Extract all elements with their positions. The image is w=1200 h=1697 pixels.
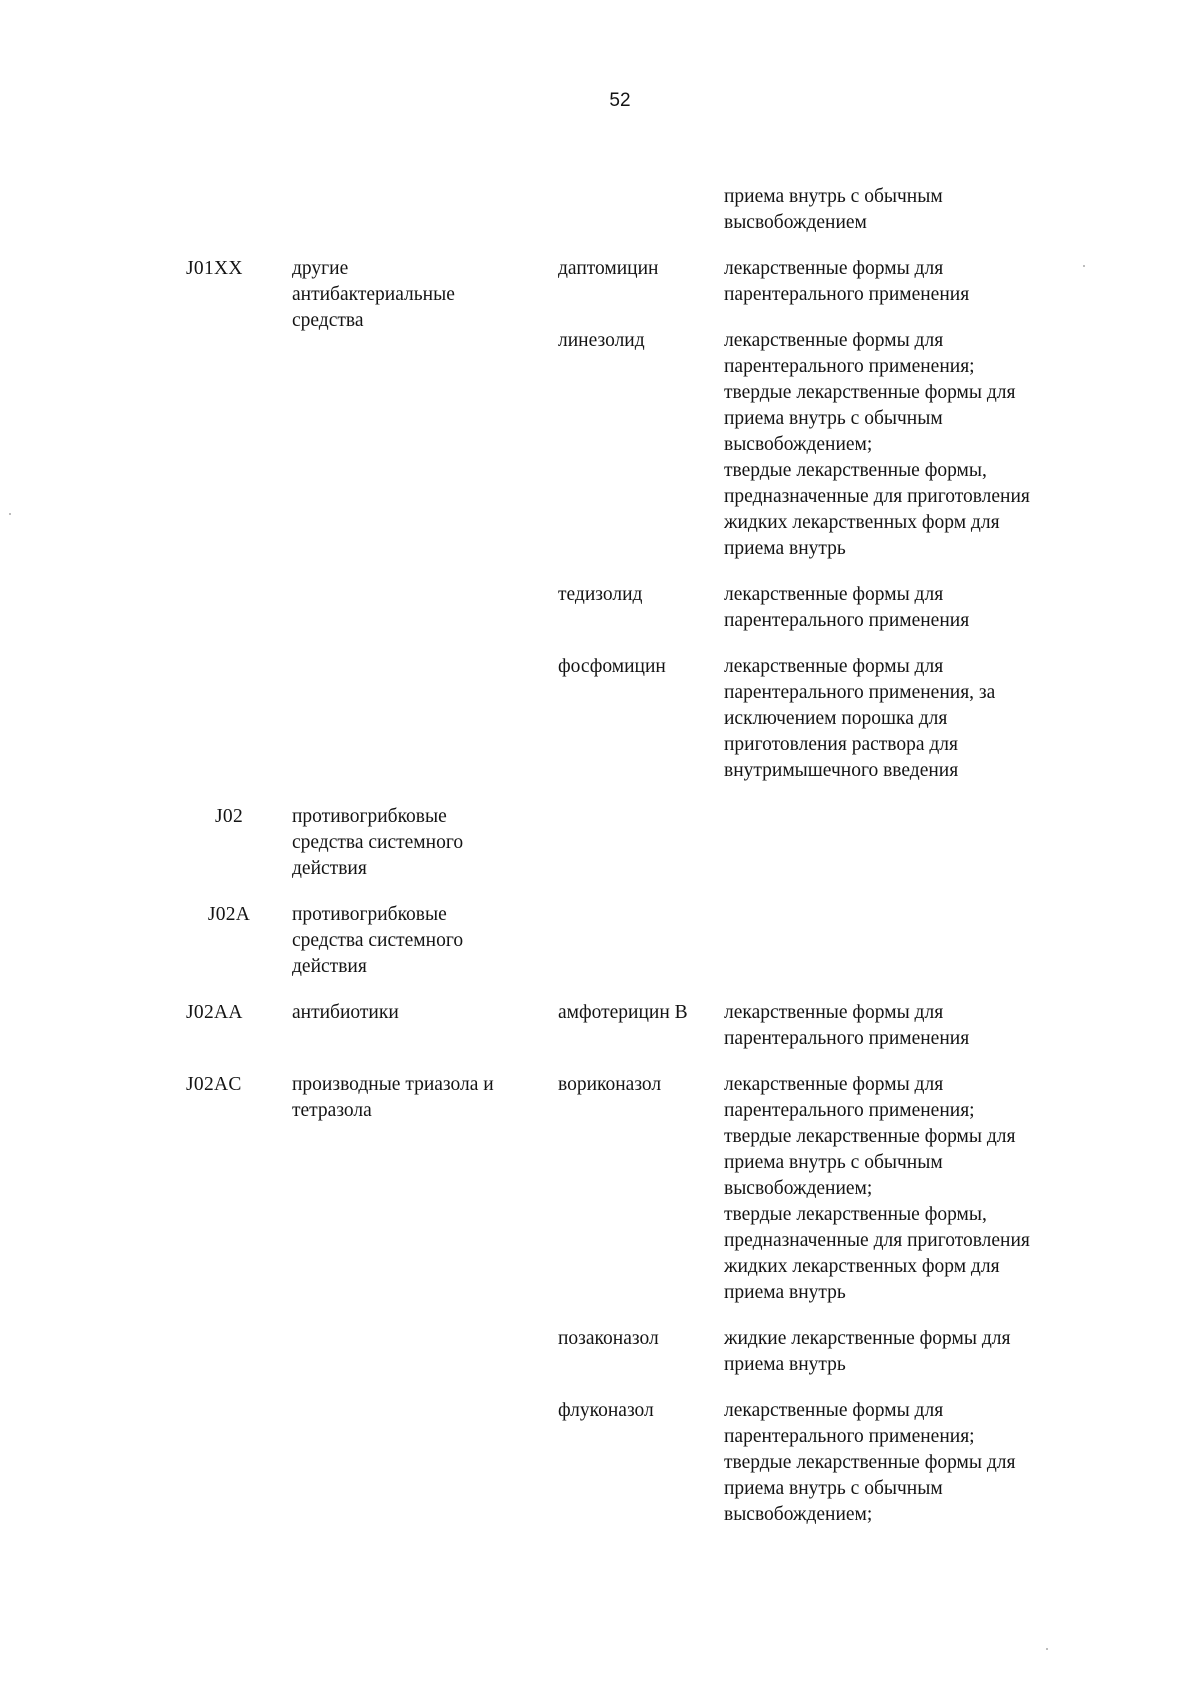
dosage-form: лекарственные формы для парентерального применения xyxy=(724,1002,970,1049)
atc-code: J02AC xyxy=(186,1074,242,1095)
anatomic-therapeutic-group: противогрибковые средства системного действия xyxy=(292,904,464,977)
anatomic-therapeutic-group: другие антибактериальные средства xyxy=(292,258,455,331)
atc-code: J02 xyxy=(215,806,243,827)
scan-artifact xyxy=(9,513,11,515)
atc-code: J02AA xyxy=(186,1002,243,1023)
drug-name: линезолид xyxy=(558,330,645,351)
page-number: 52 xyxy=(609,90,631,111)
anatomic-therapeutic-group: антибиотики xyxy=(292,1002,399,1023)
dosage-form: жидкие лекарственные формы для приема внутрь xyxy=(724,1328,1011,1375)
dosage-form: лекарственные формы для парентерального применения; твердые лекарственные формы для приема внутрь с обычным высвобождением; xyxy=(724,1400,1016,1525)
dosage-form: лекарственные формы для парентерального применения xyxy=(724,584,970,631)
anatomic-therapeutic-group: противогрибковые средства системного действия xyxy=(292,806,464,879)
scan-artifact xyxy=(1083,265,1085,267)
dosage-form: лекарственные формы для парентерального применения, за исключением порошка для приготовления раствора для внутримышечного введения xyxy=(724,656,996,781)
drug-name: вориконазол xyxy=(558,1074,662,1095)
dosage-form: лекарственные формы для парентерального применения; твердые лекарственные формы для приема внутрь с обычным высвобождением; твердые лекарственные формы, предназначенные для приготовления жидких лекарственных форм для приема внутрь xyxy=(724,1074,1030,1303)
atc-code: J01XX xyxy=(186,258,243,279)
dosage-form: лекарственные формы для парентерального применения xyxy=(724,258,970,305)
drug-name: даптомицин xyxy=(558,258,659,279)
drug-name: позаконазол xyxy=(558,1328,659,1349)
drug-name: фосфомицин xyxy=(558,656,666,677)
drug-name: амфотерицин B xyxy=(558,1002,688,1023)
dosage-form: приема внутрь с обычным высвобождением xyxy=(724,186,943,233)
atc-code: J02A xyxy=(207,904,251,925)
drug-name: тедизолид xyxy=(558,584,643,605)
anatomic-therapeutic-group: производные триазола и тетразола xyxy=(292,1074,494,1121)
scan-artifact xyxy=(1046,1648,1048,1650)
drug-name: флуконазол xyxy=(558,1400,654,1421)
dosage-form: лекарственные формы для парентерального применения; твердые лекарственные формы для приема внутрь с обычным высвобождением; твердые лекарственные формы, предназначенные для приготовления жидких лекарственных форм для приема внутрь xyxy=(724,330,1030,559)
